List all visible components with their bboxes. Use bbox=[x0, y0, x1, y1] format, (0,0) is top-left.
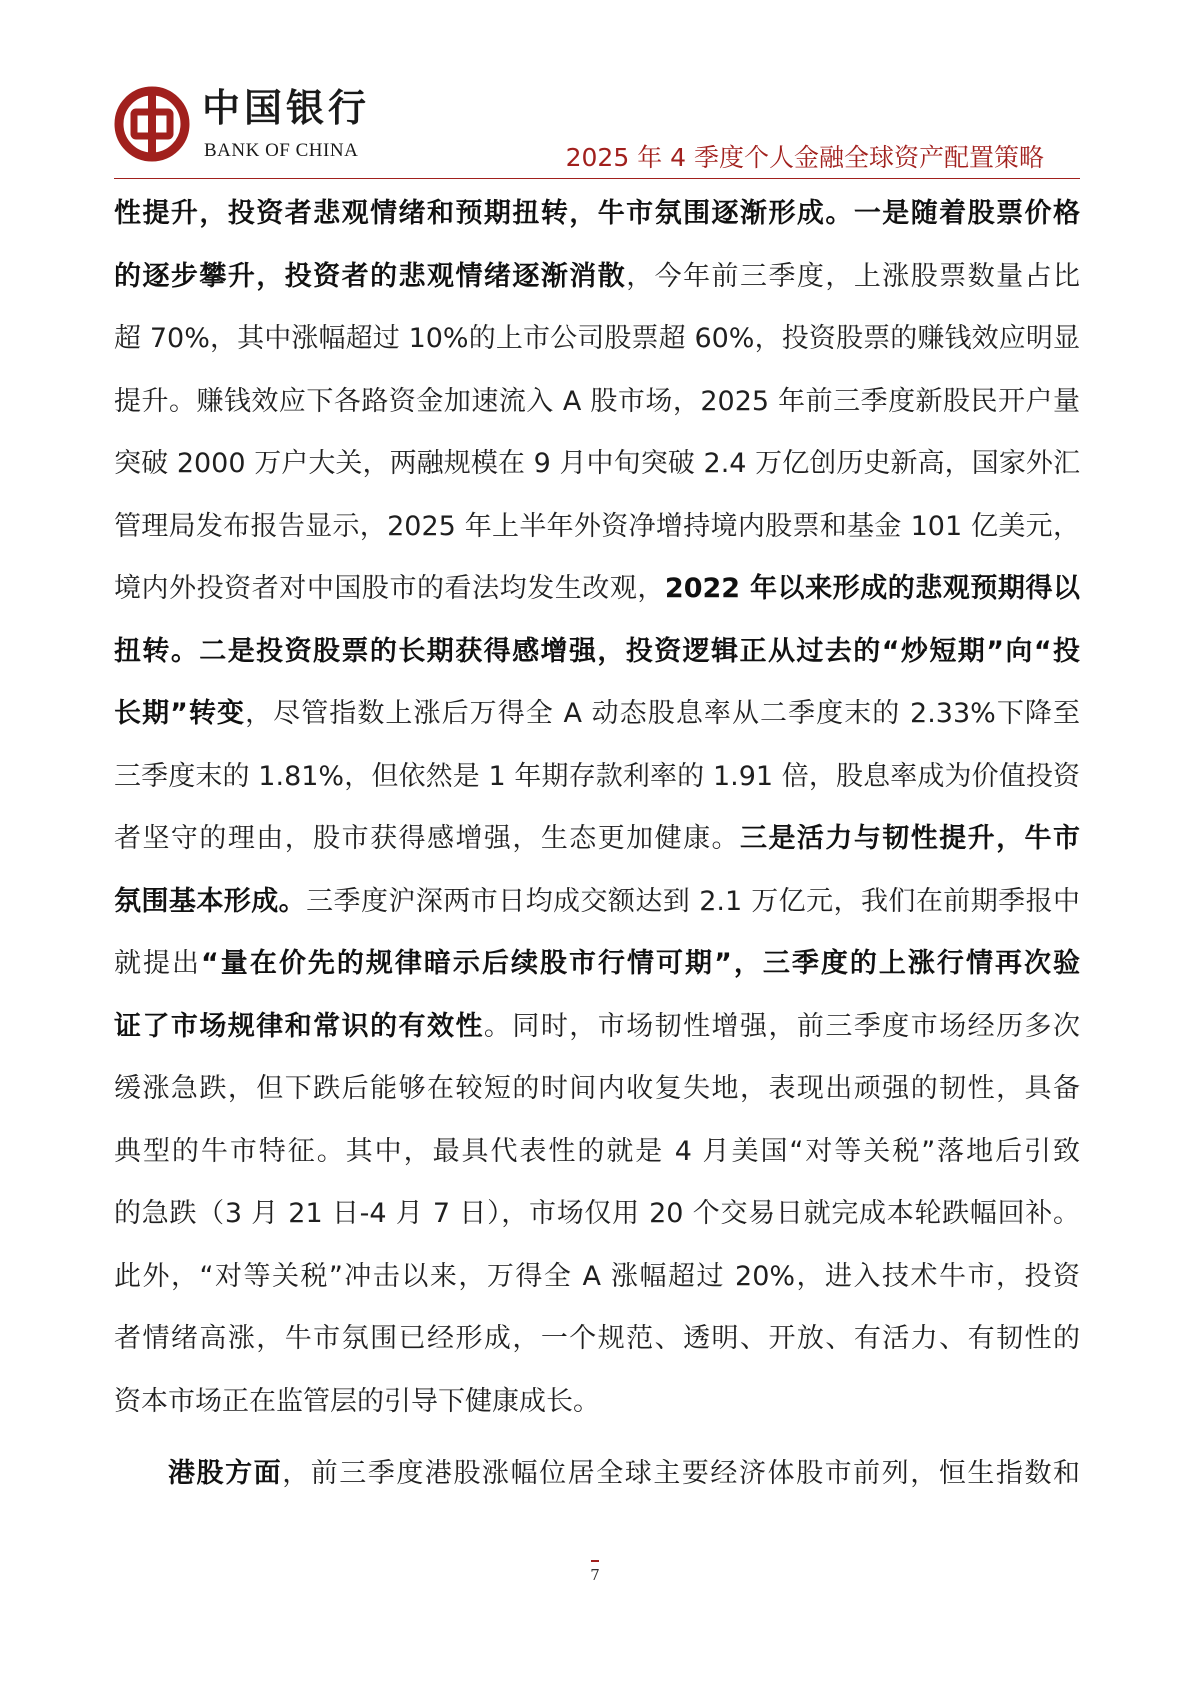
text-line bbox=[114, 183, 1080, 246]
bold-text-run: 2022 年以来形成的悲观预期得以 bbox=[664, 573, 1081, 604]
header-divider bbox=[114, 178, 1080, 179]
text-run: 缓涨急跌，但下跌后能够在较短的时间内收复失地，表现出顽强的韧性，具备 bbox=[114, 1073, 1080, 1104]
page-number: 7 bbox=[590, 1566, 600, 1584]
text-run: 者坚守的理由，股市获得感增强，生态更加健康。 bbox=[114, 823, 740, 854]
bold-text-run: 性提升，投资者悲观情绪和预期扭转，牛市氛围逐渐形成。一是随着股票价格 bbox=[114, 198, 1080, 229]
bold-text-run: 港股方面 bbox=[168, 1458, 283, 1489]
text-line bbox=[114, 246, 1080, 309]
text-line bbox=[114, 1246, 1080, 1309]
text-line bbox=[114, 996, 1080, 1059]
body-paragraph-hk-stocks bbox=[114, 1443, 1080, 1506]
text-line bbox=[114, 621, 1080, 684]
bold-text-run: 氛围基本形成。 bbox=[114, 885, 307, 917]
text-line bbox=[114, 933, 1080, 996]
text-run: ，尽管指数上涨后万得全 A 动态股息率从二季度末的 2.33%下降至 bbox=[245, 698, 1080, 729]
text-run: 境内外投资者对中国股市的看法均发生改观， bbox=[114, 573, 665, 604]
text-run: 三季度末的 1.81%，但依然是 1 年期存款利率的 1.91 倍，股息率成为价值投资 bbox=[114, 760, 1080, 792]
text-run: ，前三季度港股涨幅位居全球主要经济体股市前列，恒生指数和 bbox=[282, 1458, 1081, 1489]
text-line bbox=[114, 808, 1080, 871]
page-header bbox=[114, 82, 1080, 178]
text-run: 就提出 bbox=[114, 948, 202, 979]
bold-text-run: 三是活力与韧性提升，牛市 bbox=[740, 823, 1080, 854]
text-line bbox=[114, 746, 1080, 809]
page-footer bbox=[0, 1560, 1190, 1584]
text-line bbox=[114, 1058, 1080, 1121]
text-line bbox=[114, 558, 1080, 621]
bold-text-run: 的逐步攀升，投资者的悲观情绪逐渐消散 bbox=[114, 260, 627, 292]
report-title: 2025 年 4 季度个人金融全球资产配置策略 bbox=[565, 143, 1044, 172]
text-line bbox=[114, 1371, 1080, 1434]
logo-english-name: BANK OF CHINA bbox=[204, 140, 359, 161]
text-run: 此外，“对等关税”冲击以来，万得全 A 涨幅超过 20%，进入技术牛市，投资 bbox=[114, 1260, 1080, 1292]
text-line bbox=[114, 371, 1080, 434]
text-line bbox=[114, 871, 1080, 934]
bold-text-run: 长期”转变 bbox=[114, 698, 246, 729]
logo-chinese-name: 中国银行 bbox=[202, 85, 371, 130]
bold-text-run: “量在价先的规律暗示后续股市行情可期”，三季度的上涨行情再次验 bbox=[201, 948, 1080, 979]
text-run: 典型的牛市特征。其中，最具代表性的就是 4 月美国“对等关税”落地后引致 bbox=[114, 1135, 1080, 1167]
text-line bbox=[114, 1183, 1080, 1246]
text-run: 超 70%，其中涨幅超过 10%的上市公司股票超 60%，投资股票的赚钱效应明显 bbox=[114, 323, 1080, 354]
text-run: 管理局发布报告显示，2025 年上半年外资净增持境内股票和基金 101 亿美元， bbox=[114, 510, 1080, 542]
page-number-dash bbox=[591, 1560, 599, 1562]
text-line bbox=[114, 683, 1080, 746]
text-line bbox=[114, 308, 1080, 371]
text-run: 的急跌（3 月 21 日-4 月 7 日），市场仅用 20 个交易日就完成本轮跌幅回补。 bbox=[114, 1198, 1080, 1229]
body-paragraph bbox=[114, 183, 1080, 1433]
text-run: ，今年前三季度，上涨股票数量占比 bbox=[626, 260, 1081, 292]
text-line bbox=[114, 1308, 1080, 1371]
text-run: 提升。赚钱效应下各路资金加速流入 A 股市场，2025 年前三季度新股民开户量 bbox=[114, 385, 1080, 417]
text-line bbox=[114, 1121, 1080, 1184]
text-run: 突破 2000 万户大关，两融规模在 9 月中旬突破 2.4 万亿创历史新高，国家外汇 bbox=[114, 448, 1080, 479]
bold-text-run: 扭转。二是投资股票的长期获得感增强，投资逻辑正从过去的“炒短期”向“投 bbox=[114, 635, 1080, 667]
bold-text-run: 证了市场规律和常识的有效性 bbox=[114, 1010, 484, 1042]
text-line bbox=[114, 1443, 1080, 1506]
text-run: 者情绪高涨，牛市氛围已经形成，一个规范、透明、开放、有活力、有韧性的 bbox=[114, 1323, 1080, 1354]
text-line bbox=[114, 433, 1080, 496]
text-run: 三季度沪深两市日均成交额达到 2.1 万亿元，我们在前期季报中 bbox=[306, 885, 1081, 917]
text-run: 资本市场正在监管层的引导下健康成长。 bbox=[114, 1385, 600, 1417]
text-run: 。同时，市场韧性增强，前三季度市场经历多次 bbox=[483, 1010, 1081, 1042]
bank-of-china-logo-icon bbox=[114, 86, 190, 162]
text-line bbox=[114, 496, 1080, 559]
